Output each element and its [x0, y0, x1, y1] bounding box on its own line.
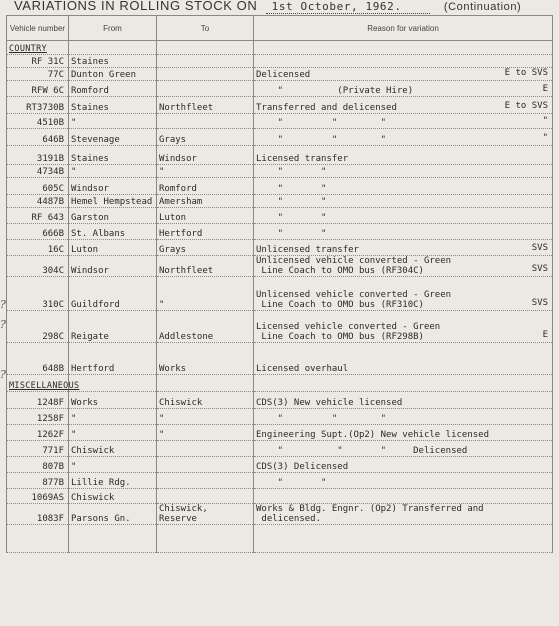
vehicle-number-cell: 4510B	[7, 114, 69, 129]
to-cell	[157, 81, 254, 97]
reason-cell	[254, 489, 553, 504]
reason-cell	[254, 277, 553, 311]
from-cell: Windsor	[69, 256, 157, 277]
title-continuation: (Continuation)	[443, 1, 522, 13]
from-cell: Lillie Rdg.	[69, 473, 157, 489]
table-row	[7, 277, 553, 311]
reason-cell	[254, 165, 553, 178]
empty-cell	[69, 375, 157, 392]
from-cell: Chiswick	[69, 441, 157, 457]
to-cell: Northfleet	[157, 256, 254, 277]
to-cell: Chiswick	[157, 392, 254, 409]
vehicle-number-cell: 666B	[7, 224, 69, 240]
to-cell: Romford	[157, 178, 254, 195]
vehicle-number-cell: 1069AS	[7, 489, 69, 504]
section-row	[7, 375, 553, 392]
reason-text: " "	[256, 184, 327, 194]
from-cell: Dunton Green	[69, 68, 157, 81]
reason-cell	[254, 425, 553, 441]
disposal-code: E	[542, 330, 548, 340]
reason-cell	[254, 55, 553, 68]
table-row	[7, 208, 553, 224]
vehicle-number-cell: 1262F	[7, 425, 69, 441]
to-cell	[157, 441, 254, 457]
reason-cell	[254, 525, 553, 553]
from-cell	[69, 525, 157, 553]
table-row	[7, 195, 553, 208]
from-cell: "	[69, 457, 157, 473]
from-cell: Hemel Hempstead	[69, 195, 157, 208]
table-row	[7, 409, 553, 425]
section-label: COUNTRY	[7, 41, 69, 55]
from-cell: St. Albans	[69, 224, 157, 240]
reason-text: " "	[256, 197, 327, 207]
disposal-code: SVS	[531, 243, 548, 253]
table-row	[7, 311, 553, 343]
vehicle-number-cell: 807B	[7, 457, 69, 473]
vehicle-number-cell: 877B	[7, 473, 69, 489]
vehicle-number-cell: 1258F	[7, 409, 69, 425]
to-cell: "	[157, 409, 254, 425]
vehicle-number-cell: 1083F	[7, 504, 69, 525]
reason-cell	[254, 178, 553, 195]
table-header-row	[7, 16, 553, 41]
vehicle-number-cell: 298C	[7, 311, 69, 343]
reason-text: " (Private Hire)	[256, 86, 414, 96]
vehicle-number-cell: 3191B	[7, 146, 69, 165]
disposal-code: "	[542, 133, 548, 143]
reason-text: Transferred and delicensed	[256, 103, 397, 113]
header-vehicle-number: Vehicle number	[7, 16, 69, 41]
section-label: MISCELLANEOUS	[7, 375, 69, 392]
table-row	[7, 81, 553, 97]
disposal-code: E to SVS	[504, 101, 548, 111]
to-cell: Windsor	[157, 146, 254, 165]
from-cell: Reigate	[69, 311, 157, 343]
empty-cell	[254, 375, 553, 392]
vehicle-number-cell	[7, 525, 69, 553]
vehicle-number-cell: RF 31C	[7, 55, 69, 68]
reason-cell	[254, 392, 553, 409]
to-cell	[157, 457, 254, 473]
table-row	[7, 457, 553, 473]
vehicle-number-cell: 310C	[7, 277, 69, 311]
vehicle-number-cell: 646B	[7, 129, 69, 146]
vehicle-number-cell: 1248F	[7, 392, 69, 409]
to-cell	[157, 114, 254, 129]
table-row	[7, 441, 553, 457]
table-row	[7, 504, 553, 525]
from-cell: "	[69, 425, 157, 441]
from-cell: Staines	[69, 55, 157, 68]
reason-text: Delicensed	[256, 70, 311, 80]
margin-question-mark: ?	[0, 368, 6, 381]
from-cell: Luton	[69, 240, 157, 256]
reason-cell	[254, 224, 553, 240]
to-cell: Luton	[157, 208, 254, 224]
reason-text: Unlicensed vehicle converted - Green Line Coach to OMO bus (RF304C)	[256, 256, 452, 276]
reason-cell	[254, 473, 553, 489]
to-cell: Chiswick, Reserve	[157, 504, 254, 525]
table-row	[7, 489, 553, 504]
reason-text: " "	[256, 213, 327, 223]
to-cell	[157, 489, 254, 504]
header-from: From	[69, 16, 157, 41]
reason-cell	[254, 68, 553, 81]
from-cell: Parsons Gn.	[69, 504, 157, 525]
reason-text: CDS(3) New vehicle licensed	[256, 398, 403, 408]
reason-cell	[254, 457, 553, 473]
disposal-code: E to SVS	[504, 68, 548, 78]
to-cell: "	[157, 165, 254, 178]
from-cell: Hertford	[69, 343, 157, 375]
reason-text: Licensed overhaul	[256, 364, 349, 374]
margin-question-mark: ?	[0, 298, 6, 311]
to-cell	[157, 68, 254, 81]
title-main: VARIATIONS IN ROLLING STOCK ON	[14, 0, 258, 13]
reason-cell	[254, 240, 553, 256]
rolling-stock-table	[6, 15, 553, 553]
reason-cell	[254, 129, 553, 146]
from-cell: "	[69, 165, 157, 178]
from-cell: Romford	[69, 81, 157, 97]
to-cell: Grays	[157, 240, 254, 256]
to-cell	[157, 55, 254, 68]
to-cell: Works	[157, 343, 254, 375]
reason-cell	[254, 195, 553, 208]
reason-cell	[254, 256, 553, 277]
header-to: To	[157, 16, 254, 41]
table-row	[7, 68, 553, 81]
vehicle-number-cell: RT3730B	[7, 97, 69, 114]
from-cell: Chiswick	[69, 489, 157, 504]
table-row	[7, 392, 553, 409]
vehicle-number-cell: 605C	[7, 178, 69, 195]
to-cell: Amersham	[157, 195, 254, 208]
table-row	[7, 129, 553, 146]
title-date: 1st October, 1962.	[266, 0, 430, 14]
table-row	[7, 146, 553, 165]
table-row	[7, 178, 553, 195]
reason-text: " " "	[256, 414, 387, 424]
reason-cell	[254, 504, 553, 525]
reason-text: Engineering Supt.(Op2) New vehicle licensed	[256, 430, 489, 440]
vehicle-number-cell: 77C	[7, 68, 69, 81]
reason-text: Works & Bldg. Engnr. (Op2) Transferred and delicensed.	[256, 504, 484, 524]
to-cell	[157, 473, 254, 489]
disposal-code: "	[542, 116, 548, 126]
reason-text: " " "	[256, 118, 387, 128]
to-cell: Hertford	[157, 224, 254, 240]
reason-cell	[254, 208, 553, 224]
reason-cell	[254, 97, 553, 114]
disposal-code: SVS	[531, 264, 548, 274]
table-row	[7, 473, 553, 489]
from-cell: "	[69, 409, 157, 425]
reason-cell	[254, 81, 553, 97]
disposal-code: SVS	[531, 298, 548, 308]
table-row	[7, 55, 553, 68]
empty-cell	[157, 375, 254, 392]
reason-text: " " "	[256, 135, 387, 145]
reason-cell	[254, 114, 553, 129]
reason-cell	[254, 441, 553, 457]
from-cell: Garston	[69, 208, 157, 224]
empty-cell	[157, 41, 254, 55]
from-cell: "	[69, 114, 157, 129]
table-row	[7, 343, 553, 375]
vehicle-number-cell: 4734B	[7, 165, 69, 178]
vehicle-number-cell: 648B	[7, 343, 69, 375]
to-cell: "	[157, 425, 254, 441]
to-cell: Addlestone	[157, 311, 254, 343]
reason-text: " "	[256, 229, 327, 239]
table-row	[7, 114, 553, 129]
table-row	[7, 425, 553, 441]
from-cell: Works	[69, 392, 157, 409]
vehicle-number-cell: 16C	[7, 240, 69, 256]
reason-text: Unlicensed vehicle converted - Green Line Coach to OMO bus (RF310C)	[256, 290, 452, 310]
to-cell	[157, 525, 254, 553]
reason-text: Unlicensed transfer	[256, 245, 359, 255]
to-cell: Northfleet	[157, 97, 254, 114]
from-cell: Stevenage	[69, 129, 157, 146]
margin-question-mark: ?	[0, 318, 6, 331]
vehicle-number-cell: 4487B	[7, 195, 69, 208]
reason-cell	[254, 343, 553, 375]
reason-text: " "	[256, 478, 327, 488]
from-cell: Windsor	[69, 178, 157, 195]
reason-cell	[254, 409, 553, 425]
vehicle-number-cell: 304C	[7, 256, 69, 277]
reason-text: " "	[256, 167, 327, 177]
reason-text: " " " Delicensed	[256, 446, 468, 456]
from-cell: Guildford	[69, 277, 157, 311]
page-title	[14, 0, 521, 15]
table-row	[7, 240, 553, 256]
reason-cell	[254, 311, 553, 343]
reason-text: CDS(3) Delicensed	[256, 462, 349, 472]
table-row	[7, 165, 553, 178]
from-cell: Staines	[69, 146, 157, 165]
vehicle-number-cell: 771F	[7, 441, 69, 457]
vehicle-number-cell: RFW 6C	[7, 81, 69, 97]
reason-text: Licensed vehicle converted - Green Line Coach to OMO bus (RF298B)	[256, 322, 441, 342]
reason-text: Licensed transfer	[256, 154, 349, 164]
table-row	[7, 525, 553, 553]
to-cell: "	[157, 277, 254, 311]
disposal-code: E	[542, 84, 548, 94]
vehicle-number-cell: RF 643	[7, 208, 69, 224]
from-cell: Staines	[69, 97, 157, 114]
to-cell: Grays	[157, 129, 254, 146]
reason-cell	[254, 146, 553, 165]
table-row	[7, 97, 553, 114]
empty-cell	[69, 41, 157, 55]
table-row	[7, 256, 553, 277]
table-row	[7, 224, 553, 240]
section-row	[7, 41, 553, 55]
header-reason: Reason for variation	[254, 16, 553, 41]
empty-cell	[254, 41, 553, 55]
